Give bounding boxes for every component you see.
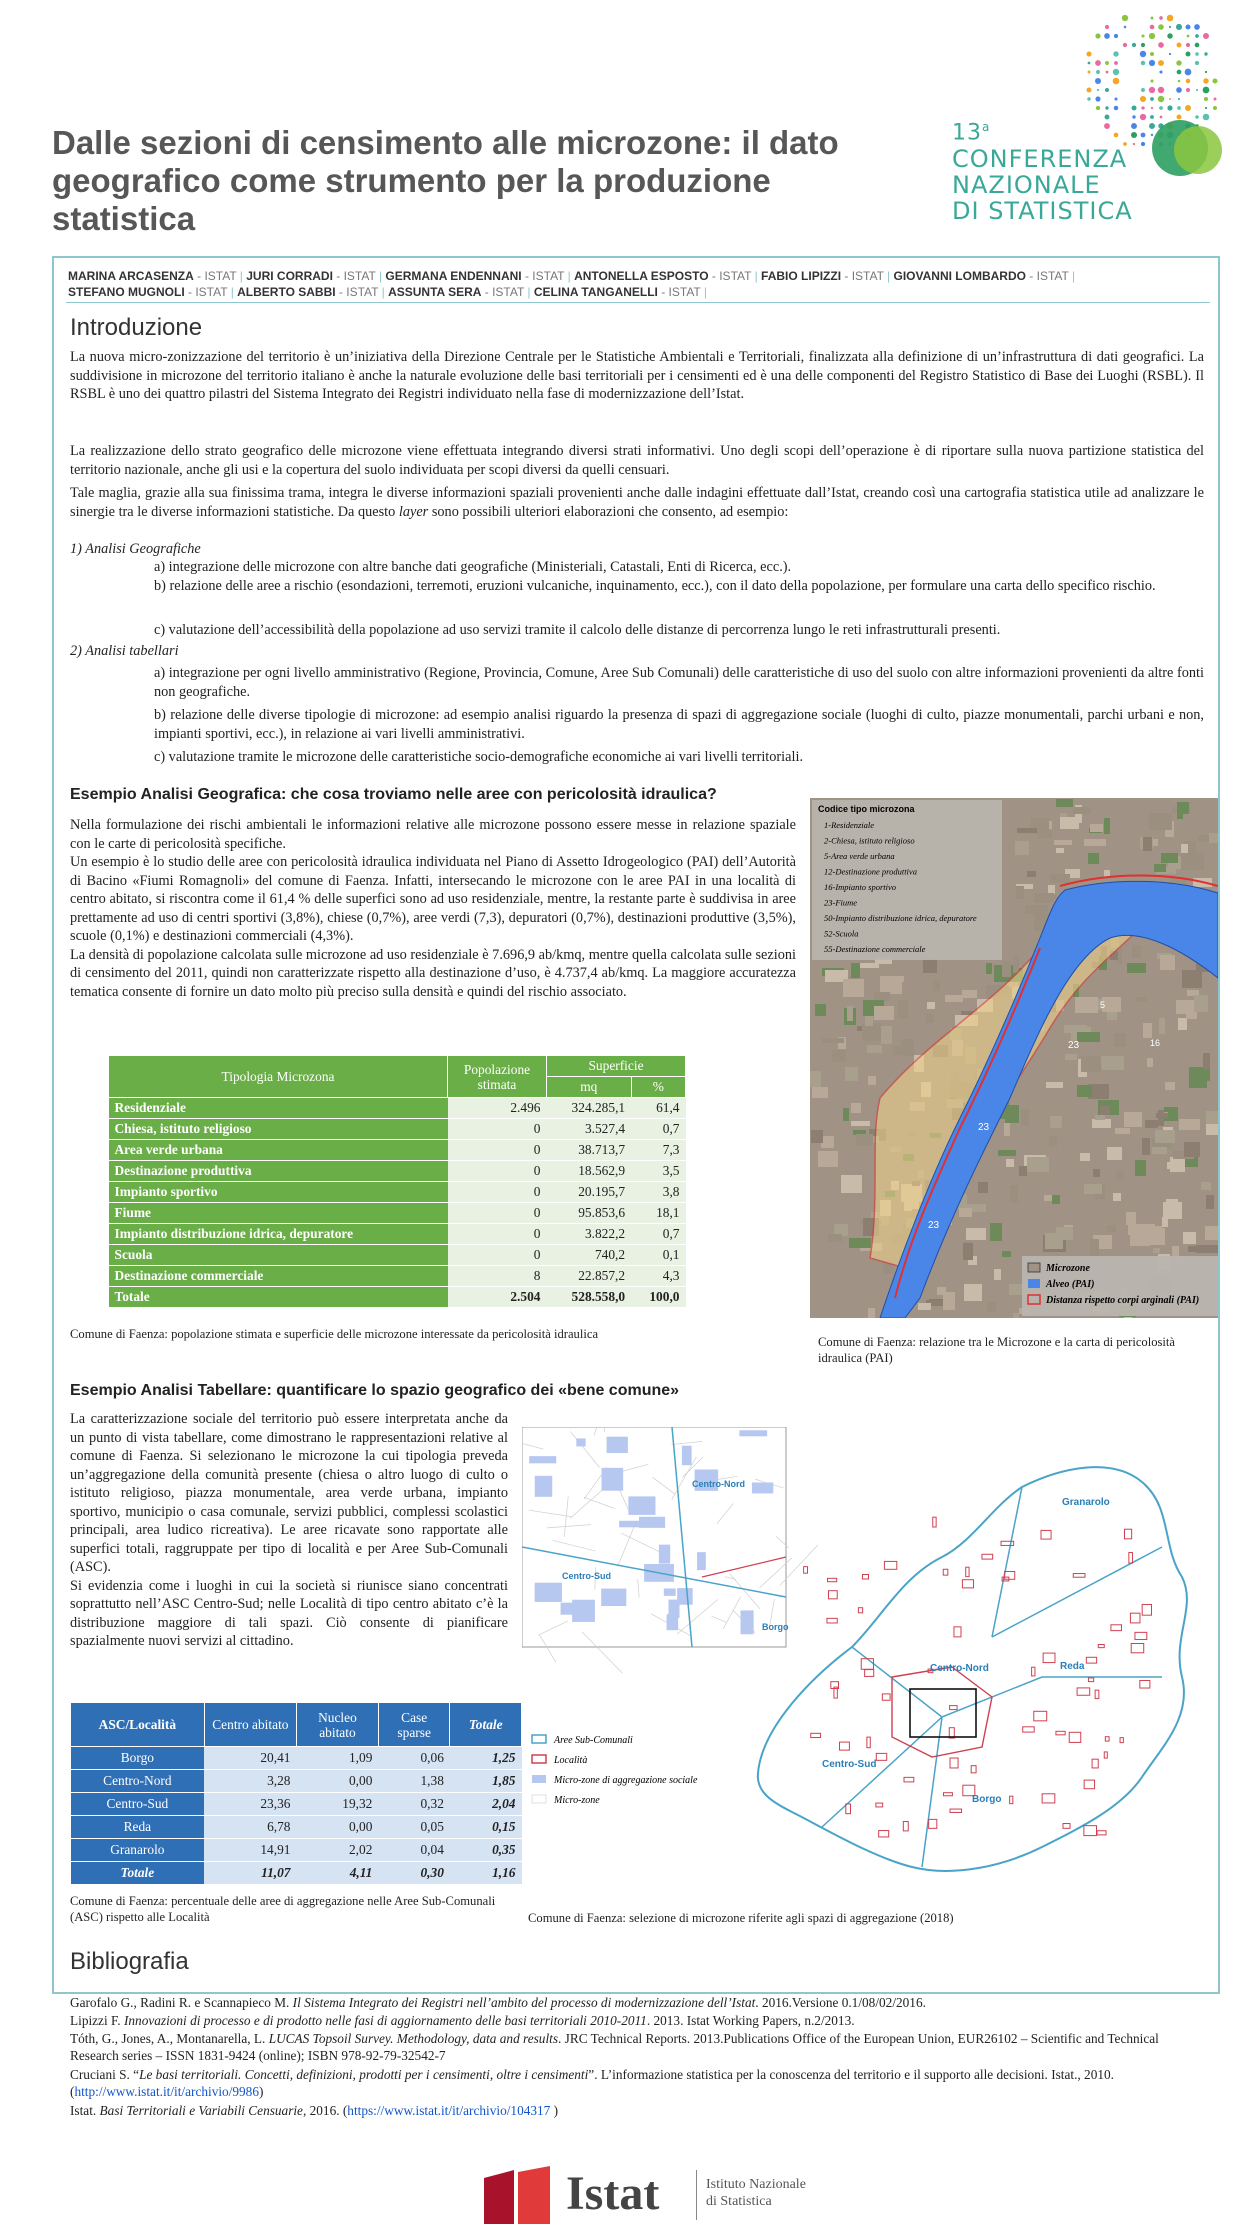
inset-label-centro-sud: Centro-Sud — [562, 1571, 611, 1581]
col-header-centro: Centro abitato — [204, 1703, 296, 1747]
table-row — [71, 1816, 522, 1839]
legend-item: 12-Destinazione produttiva — [824, 866, 917, 877]
author-org: - ISTAT — [841, 269, 888, 283]
bib-entry: Lipizzi F. Innovazioni di processo e di prodotto nelle fasi di aggiornamento delle basi territoriali 2010-2011. 2013. Istat Working Papers, n.2/2013. — [70, 2013, 855, 2028]
author-list: MARINA ARCASENZA - ISTAT | JURI CORRADI - ISTAT | GERMANA ENDENNANI - ISTAT | ANTONELLA ESPOSTO - ISTAT | FABIO LIPIZZI - ISTAT | GIOVANNI LOMBARDO - ISTAT | STEFANO MUGNOLI - ISTAT | ALBERTO SABBI - ISTAT | ASSUNTA SERA - ISTAT | CELINA TANGANELLI - ISTAT | — [68, 269, 1076, 299]
pai-table — [108, 1055, 686, 1308]
table-cell: 0,00 — [297, 1816, 379, 1839]
table-cell: Fiume — [109, 1203, 448, 1224]
author: GIOVANNI LOMBARDO — [893, 269, 1026, 283]
col-header-nucleo: Nucleo abitato — [297, 1703, 379, 1747]
col-header-totale: Totale — [450, 1703, 522, 1747]
intro-heading: Introduzione — [70, 314, 203, 341]
intro-paragraph-1: La nuova micro-zonizzazione del territorio è un’iniziativa della Direzione Centrale per le Statistiche Ambientali e Territoriali, finalizzata alla definizione di un’infrastruttura di dati geografici. La suddivisione in microzone del territorio italiano è anche la naturale evoluzione delle basi territoriali per i censimenti ed è una delle componenti del Registro Statistico di Base dei Luoghi (RSBL). Il RSBL è uno dei quattro pilastri del Sistema Integrato dei Registri individuato nella fase di modernizzazione dell’Istat. — [70, 349, 1204, 402]
bib-entry: Tóth, G., Jones, A., Montanarella, L. LUCAS Topsoil Survey. Methodology, data and results. JRC Technical Reports. 2013.Publications Office of the European Union, EUR26102 – Scientific and Technical Research series – ISSN 1831-9424 (online); ISBN 978-92-79-32542-7 — [70, 2031, 1159, 2063]
table-cell: 3,8 — [631, 1182, 685, 1203]
table-cell: 0,1 — [631, 1245, 685, 1266]
table-cell: Destinazione commerciale — [109, 1266, 448, 1287]
list1-item-c: c) valutazione dell’accessibilità della popolazione ad uso servizi tramite il calcolo delle distanze di percorrenza lungo le reti infrastrutturali presenti. — [154, 622, 1001, 638]
col-header-case: Case sparse — [378, 1703, 450, 1747]
table-cell: Borgo — [71, 1747, 205, 1770]
label-granarolo: Granarolo — [1062, 1497, 1110, 1508]
table-cell: Chiesa, istituto religioso — [109, 1119, 448, 1140]
table-row — [109, 1224, 686, 1245]
table-cell: 0,35 — [450, 1839, 522, 1862]
legend-microzone: Microzone — [1046, 1263, 1090, 1274]
legend-title: Codice tipo microzona — [818, 804, 915, 814]
map2-legend — [532, 1735, 698, 1806]
municipality-map — [758, 1467, 1187, 1871]
table-cell: 3,5 — [631, 1161, 685, 1182]
table-cell: Area verde urbana — [109, 1140, 448, 1161]
table-cell: 7,3 — [631, 1140, 685, 1161]
bib-link-9986[interactable]: http://www.istat.it/it/archivio/9986 — [74, 2084, 259, 2099]
map-label: 5 — [1100, 1000, 1106, 1010]
table-cell: 61,4 — [631, 1098, 685, 1119]
divider — [66, 302, 1210, 303]
svg-text:Aree Sub-Comunali: Aree Sub-Comunali — [554, 1735, 633, 1746]
table-row — [109, 1266, 686, 1287]
author-org: - ISTAT — [193, 269, 240, 283]
bib-entry: Cruciani S. “Le basi territoriali. Concetti, definizioni, prodotti per i censimenti, oltre i censimenti”. L’informazione statistica per la conoscenza del territorio e il supporto alle decisioni. Istat., 2010. (http://www.istat.it/it/archivio/9986) — [70, 2067, 1114, 2099]
map-label: 23 — [1068, 1040, 1080, 1051]
table-cell: 14,91 — [204, 1839, 296, 1862]
inset-label-borgo: Borgo — [762, 1622, 789, 1632]
istat-mark-icon — [480, 2164, 560, 2226]
author-org: - ISTAT — [657, 285, 704, 299]
table-row — [109, 1203, 686, 1224]
author-org: - ISTAT — [1025, 269, 1072, 283]
table-cell: 0,7 — [631, 1224, 685, 1245]
author: FABIO LIPIZZI — [761, 269, 842, 283]
table-cell: 0,32 — [378, 1793, 450, 1816]
col-header-popolazione: Popolazione stimata — [448, 1056, 547, 1098]
list1-item-a: a) integrazione delle microzone con altre banche dati geografiche (Ministeriali, Catastali, Enti di Ricerca, ecc.). — [154, 559, 792, 575]
col-header-mq: mq — [547, 1077, 632, 1098]
bib-entry: Garofalo G., Radini R. e Scannapieco M. Il Sistema Integrato dei Registri nell’ambito del processo di modernizzazione dell’Istat. 2016.Versione 0.1/08/02/2016. — [70, 1995, 926, 2010]
table-cell: 0,00 — [297, 1770, 379, 1793]
author: ASSUNTA SERA — [388, 285, 482, 299]
table-cell: 3,28 — [204, 1770, 296, 1793]
author: ANTONELLA ESPOSTO — [574, 269, 709, 283]
map-label: 16 — [1150, 1038, 1161, 1048]
intro-paragraph-3: Tale maglia, grazie alla sua finissima trama, integra le diverse informazioni spaziali provenienti anche dalle indagini effettuate dall’Istat, creando così una cartografia statistica utile ad analizzare le sinergie tra le diverse informazioni statistiche. Da questo layer sono possibili ulteriori elaborazioni che consento, ad esempio: — [70, 485, 1204, 520]
legend-item: 52-Scuola — [824, 928, 859, 939]
author: CELINA TANGANELLI — [533, 285, 658, 299]
table-cell: 740,2 — [547, 1245, 632, 1266]
label-centro-sud: Centro-Sud — [822, 1759, 877, 1770]
table-cell: Totale — [109, 1287, 448, 1308]
label-reda: Reda — [1060, 1661, 1085, 1672]
list2-item-c: c) valutazione tramite le microzone delle caratteristiche socio-demografiche economiche ai vari livelli territoriali. — [154, 749, 804, 765]
table-cell: 18,1 — [631, 1203, 685, 1224]
table-cell: 2,04 — [450, 1793, 522, 1816]
table-row — [71, 1793, 522, 1816]
author-org: - ISTAT — [481, 285, 528, 299]
table-cell: 4,11 — [297, 1862, 379, 1885]
table-row — [109, 1182, 686, 1203]
pai-map-caption: Comune di Faenza: relazione tra le Microzone e la carta di pericolosità idraulica (PAI) — [818, 1335, 1176, 1365]
table-cell: 23,36 — [204, 1793, 296, 1816]
table-row — [109, 1245, 686, 1266]
svg-text:Micro-zone di aggregazione soc: Micro-zone di aggregazione sociale — [554, 1775, 698, 1786]
table-cell: Granarolo — [71, 1839, 205, 1862]
table-row — [71, 1747, 522, 1770]
author: MARINA ARCASENZA — [68, 269, 194, 283]
table-cell: 0,15 — [450, 1816, 522, 1839]
conference-name: CONFERENZA NAZIONALE DI STATISTICA — [952, 145, 1133, 225]
author: GERMANA ENDENNANI — [385, 269, 522, 283]
map-label: 23 — [928, 1220, 940, 1231]
list2-item-a: a) integrazione per ogni livello amministrativo (Regione, Provincia, Comune, Aree Sub Comunali) delle caratteristiche di uso del suolo con altre informazioni provenienti da altre fonti non geografiche. — [154, 665, 1204, 700]
table-cell: 3.527,4 — [547, 1119, 632, 1140]
table-row — [71, 1862, 522, 1885]
table-cell: 20,41 — [204, 1747, 296, 1770]
table-cell: 0,06 — [378, 1747, 450, 1770]
bib-link-104317[interactable]: https://www.istat.it/it/archivio/104317 — [347, 2103, 551, 2118]
aggregation-map-caption: Comune di Faenza: selezione di microzone riferite agli spazi di aggregazione (2018) — [528, 1911, 954, 1925]
table-cell: 0,30 — [378, 1862, 450, 1885]
table-row — [71, 1770, 522, 1793]
table-cell: 0 — [448, 1182, 547, 1203]
table-cell: Scuola — [109, 1245, 448, 1266]
istat-fullname: Istituto Nazionale di Statistica — [706, 2177, 806, 2209]
svg-text:Località: Località — [554, 1755, 588, 1766]
legend-distanza: Distanza rispetto corpi arginali (PAI) — [1046, 1295, 1200, 1306]
table-cell: 1,16 — [450, 1862, 522, 1885]
table-row — [109, 1161, 686, 1182]
table-cell: Impianto sportivo — [109, 1182, 448, 1203]
table-cell: 95.853,6 — [547, 1203, 632, 1224]
list1-item-b: b) relazione delle aree a rischio (esondazioni, terremoti, eruzioni vulcaniche, inquinamento, ecc.), con il dato della popolazione, per formulare una carta dello specifico rischio. — [154, 578, 1156, 594]
table-cell: 0,05 — [378, 1816, 450, 1839]
author-org: - ISTAT — [708, 269, 755, 283]
poster-title: Dalle sezioni di censimento alle microzone: il dato geografico come strumento per la produzione statistica — [52, 124, 839, 237]
table-cell: 11,07 — [204, 1862, 296, 1885]
tab-heading: Esempio Analisi Tabellare: quantificare lo spazio geografico dei «bene comune» — [70, 1382, 680, 1399]
table-cell: 20.195,7 — [547, 1182, 632, 1203]
author: JURI CORRADI — [246, 269, 333, 283]
table-cell: 0 — [448, 1119, 547, 1140]
table-cell: 0,7 — [631, 1119, 685, 1140]
table-cell: 19,32 — [297, 1793, 379, 1816]
bib-entry: Istat. Basi Territoriali e Variabili Censuarie, 2016. (https://www.istat.it/it/archivio/104317 ) — [70, 2103, 559, 2118]
inset-label-centro-nord: Centro-Nord — [692, 1479, 745, 1489]
legend-item: 50-Impianto distribuzione idrica, depuratore — [824, 913, 977, 923]
table-row — [71, 1839, 522, 1862]
legend-box-bottom — [1022, 1256, 1218, 1316]
table-cell: 1,38 — [378, 1770, 450, 1793]
table-cell: Destinazione produttiva — [109, 1161, 448, 1182]
author-org: - ISTAT — [332, 269, 379, 283]
asc-table-caption: Comune di Faenza: percentuale delle aree di aggregazione nelle Aree Sub-Comunali (ASC) rispetto alle Località — [70, 1894, 496, 1924]
table-cell: 1,25 — [450, 1747, 522, 1770]
legend-item: 5-Area verde urbana — [824, 851, 895, 861]
intro-paragraph-2: La realizzazione dello strato geografico delle microzone viene effettuata integrando diversi strati informativi. Uno degli scopi dell’operazione è di riportare sulla nuova partizione statistica del territorio nazionale, anche gli usi e la copertura del suolo individuata per scopi diversi da quelli censuari. — [70, 443, 1204, 478]
label-centro-nord: Centro-Nord — [930, 1663, 989, 1674]
table-cell: 528.558,0 — [547, 1287, 632, 1308]
table-cell: 0 — [448, 1224, 547, 1245]
bib-heading: Bibliografia — [70, 1948, 189, 1975]
label-borgo: Borgo — [972, 1794, 1002, 1805]
col-header-asc: ASC/Località — [71, 1703, 205, 1747]
col-header-pct: % — [631, 1077, 685, 1098]
author-org: - ISTAT — [184, 285, 231, 299]
legend-item: 2-Chiesa, istituto religioso — [824, 835, 915, 846]
tab-text: La caratterizzazione sociale del territorio può essere interpretata anche da un punto di vista tabellare, come dimostrano le rappresentazioni relative al comune di Faenza. Si selezionano le microzone la cui tipologia preveda un’aggregazione della comunità presente (chiesa o altro luogo di culto o istituto religioso, piazza monumentale, area verde urbana, impianto sportivo, municipio o casa comunale, servizi pubblici, complessi scolastici principali, area ludico ricreativa). Le aree ricavate sono rapportate alle superfici totali, raggruppate per tipo di località e per Aree Sub-Comunali (ASC). Si evidenzia come i luoghi in cui la società si riunisce siano concentrati soprattutto nell’ASC Centro-Sud; nelle Località di tipo centro abitato c’è la distribuzione maggiore di tali spazi. Ciò consente di pianificare spazialmente nuovi servizi al cittadino. — [70, 1411, 508, 1649]
table-row — [109, 1140, 686, 1161]
table-cell: Centro-Nord — [71, 1770, 205, 1793]
author: ALBERTO SABBI — [237, 285, 336, 299]
inset-map — [522, 1427, 818, 1673]
list2-title: 2) Analisi tabellari — [70, 643, 179, 659]
geo-heading: Esempio Analisi Geografica: che cosa troviamo nelle aree con pericolosità idraulica? — [70, 786, 717, 803]
table-cell: 18.562,9 — [547, 1161, 632, 1182]
table-cell: 324.285,1 — [547, 1098, 632, 1119]
col-header-tipologia: Tipologia Microzona — [109, 1056, 448, 1098]
table-cell: Centro-Sud — [71, 1793, 205, 1816]
istat-logo — [480, 2164, 820, 2226]
list2-item-b: b) relazione delle diverse tipologie di microzone: ad esempio analisi riguardo la presenza di spazi di aggregazione sociale (luoghi di culto, piazze monumentali, parchi urbani e non, impianti sportivi, ecc.), in relazione ai vari livelli amministrativi. — [154, 707, 1204, 742]
table-cell: Impianto distribuzione idrica, depuratore — [109, 1224, 448, 1245]
legend-alveo: Alveo (PAI) — [1046, 1279, 1095, 1290]
legend-item: 1-Residenziale — [824, 820, 875, 830]
author-org: - ISTAT — [335, 285, 382, 299]
table-cell: 0,04 — [378, 1839, 450, 1862]
table-cell: 4,3 — [631, 1266, 685, 1287]
pai-map — [810, 798, 1218, 1318]
table-row — [109, 1287, 686, 1308]
table-cell: 22.857,2 — [547, 1266, 632, 1287]
table-cell: 1,85 — [450, 1770, 522, 1793]
author: STEFANO MUGNOLI — [68, 285, 185, 299]
table-cell: 38.713,7 — [547, 1140, 632, 1161]
table-row — [109, 1098, 686, 1119]
list1-title: 1) Analisi Geografiche — [70, 541, 201, 557]
table-cell: 3.822,2 — [547, 1224, 632, 1245]
map-label: 23 — [978, 1122, 990, 1133]
legend-box-top — [812, 800, 1002, 960]
table-cell: 8 — [448, 1266, 547, 1287]
table-cell: 0 — [448, 1203, 547, 1224]
geo-text: Nella formulazione dei rischi ambientali le informazioni relative alle microzone possono essere messe in relazione spaziale con le carte di pericolosità specifiche. Un esempio è lo studio delle aree con pericolosità idraulica individuata nel Piano di Assetto Idrogeologico (PAI) dell’Autorità di Bacino «Fiumi Romagnoli» del comune di Faenza. Infatti, intersecando le microzone con le aree PAI in una località di centro abitato, si riscontra come il 61,4 % delle superfici sono ad uso residenziale, mentre, la restante parte è suddivisa in aree prettamente ad uso di centri sportivi (3,8%), chiese (0,7%), aree verdi (7,3), depuratori (0,7%), destinazioni produttive (3,5%), scuole (0,1%) e destinazioni commerciali (4,3%). La densità di popolazione calcolata sulle microzone ad uso residenziale è 7.696,9 ab/kmq, mentre quella calcolata sulle sezioni di censimento del 2011, quindi non caratterizzate rispetto alla destinazione d’uso, è 4.737,4 ab/kmq. La maggiore accuratezza tematica consente di fornire un dato molto più preciso sulla densità e quindi del rischio associato. — [70, 817, 796, 1000]
table-cell: 2.496 — [448, 1098, 547, 1119]
table-cell: Reda — [71, 1816, 205, 1839]
table-cell: 2,02 — [297, 1839, 379, 1862]
table-row — [109, 1119, 686, 1140]
col-header-superficie: Superficie — [547, 1056, 686, 1077]
table-cell: 2.504 — [448, 1287, 547, 1308]
table-cell: 0 — [448, 1245, 547, 1266]
table-cell: Totale — [71, 1862, 205, 1885]
conference-edition: 13$^a$ — [952, 120, 991, 146]
legend-item: 16-Impianto sportivo — [824, 882, 897, 892]
legend-item: 55-Destinazione commerciale — [824, 944, 926, 954]
asc-table — [70, 1702, 522, 1885]
table-cell: 6,78 — [204, 1816, 296, 1839]
table-cell: Residenziale — [109, 1098, 448, 1119]
author-org: - ISTAT — [521, 269, 568, 283]
svg-text:Micro-zone: Micro-zone — [554, 1795, 600, 1806]
table-cell: 100,0 — [631, 1287, 685, 1308]
table-cell: 1,09 — [297, 1747, 379, 1770]
table-cell: 0 — [448, 1161, 547, 1182]
aggregation-map — [522, 1427, 1204, 1897]
pai-table-caption: Comune di Faenza: popolazione stimata e superficie delle microzone interessate da pericolosità idraulica — [70, 1327, 599, 1341]
istat-wordmark: Istat — [566, 2167, 660, 2220]
table-cell: 0 — [448, 1140, 547, 1161]
legend-item: 23-Fiume — [824, 897, 858, 908]
